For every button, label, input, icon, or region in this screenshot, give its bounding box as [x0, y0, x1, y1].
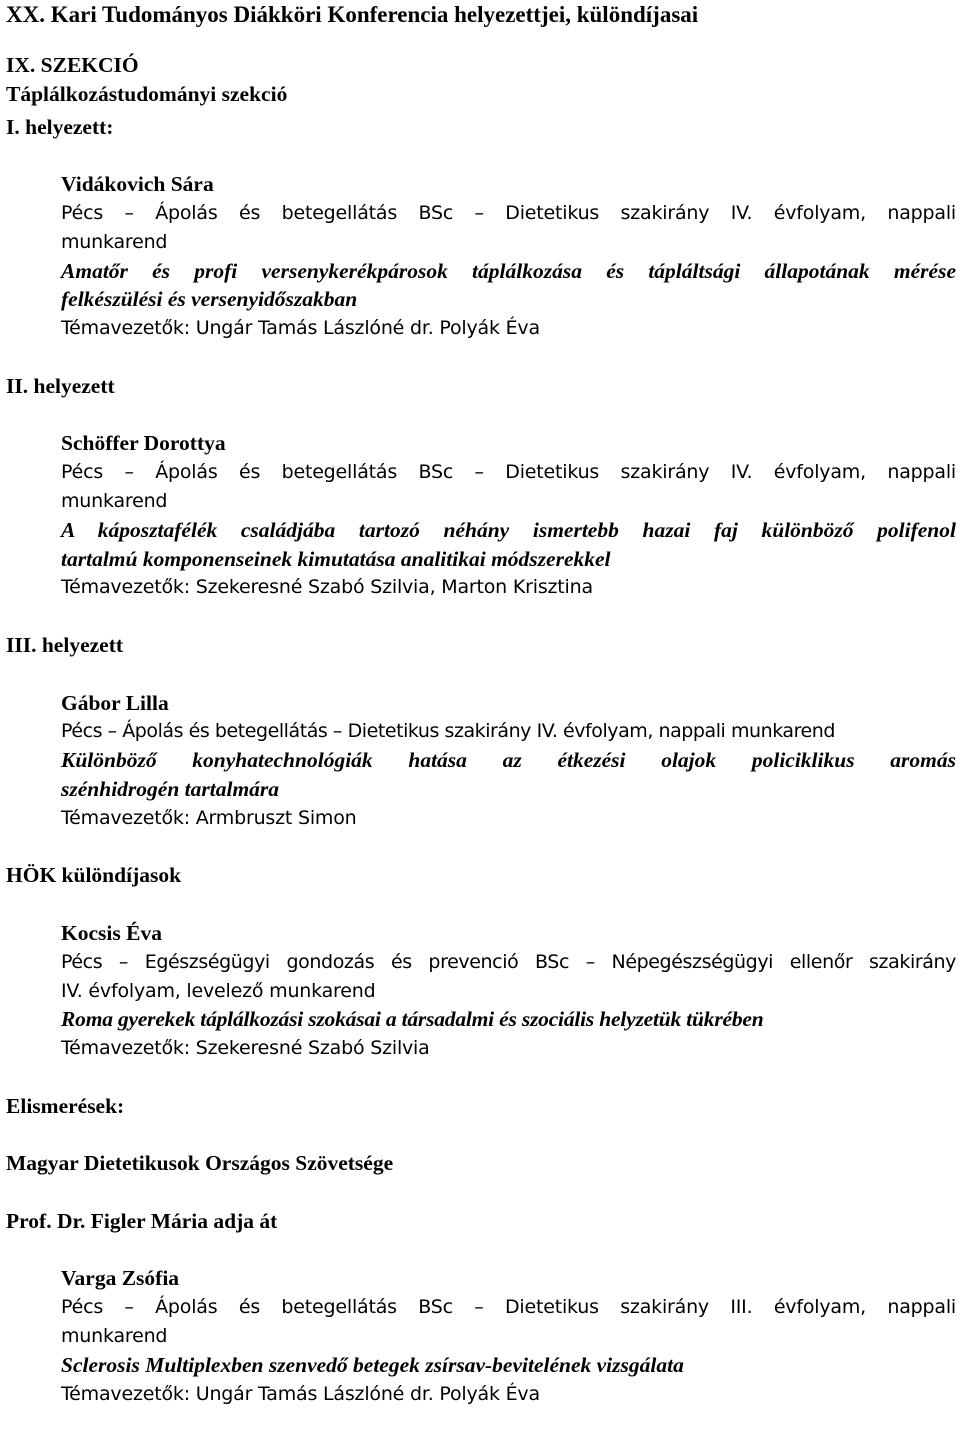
course-line: Pécs – Ápolás és betegellátás BSc – Dietetikus szakirány III. évfolyam, nappali — [61, 1296, 956, 1319]
student-name: Vidákovich Sára — [61, 172, 214, 197]
thesis-title-cont: felkészülési és versenyidőszakban — [61, 287, 358, 312]
supervisors: Témavezetők: Ungár Tamás Lászlóné dr. Polyák Éva — [61, 1382, 540, 1405]
course-line: Pécs – Ápolás és betegellátás BSc – Dietetikus szakirány IV. évfolyam, nappali — [61, 201, 956, 224]
course-line: Pécs – Egészségügyi gondozás és prevenció BSc – Népegészségügyi ellenőr szakirány — [61, 950, 956, 973]
course-line-cont: munkarend — [61, 489, 168, 512]
course-line-cont: munkarend — [61, 230, 168, 253]
place-label-3: III. helyezett — [6, 632, 124, 657]
student-name: Schöffer Dorottya — [61, 431, 226, 456]
thesis-title: Sclerosis Multiplexben szenvedő betegek zsírsav-bevitelének vizsgálata — [61, 1352, 684, 1377]
student-name: Kocsis Éva — [61, 920, 162, 945]
course-line-cont: IV. évfolyam, levelező munkarend — [61, 979, 376, 1002]
supervisors: Témavezetők: Armbruszt Simon — [61, 806, 357, 829]
document-page — [6, 0, 956, 1408]
section-name: Táplálkozástudományi szekció — [6, 81, 288, 106]
entry-recognition — [61, 1264, 956, 1408]
thesis-title: Roma gyerekek táplálkozási szokásai a társadalmi és szociális helyzetük tükrében — [61, 1007, 764, 1032]
recognition-org: Magyar Dietetikusok Országos Szövetsége — [6, 1151, 394, 1176]
hok-label: HÖK különdíjasok — [6, 863, 182, 888]
supervisors: Témavezetők: Ungár Tamás Lászlóné dr. Polyák Éva — [61, 317, 540, 340]
entry-place-3 — [61, 689, 956, 833]
entry-place-2 — [61, 429, 956, 602]
place-label-2: II. helyezett — [6, 373, 115, 398]
supervisors: Témavezetők: Szekeresné Szabó Szilvia — [61, 1037, 430, 1060]
entry-hok — [61, 919, 956, 1063]
place-label-1: I. helyezett: — [6, 114, 114, 139]
section-number: IX. SZEKCIÓ — [6, 53, 139, 77]
page-title: XX. Kari Tudományos Diákköri Konferencia helyezettjei, különdíjasai — [6, 2, 699, 27]
thesis-title-cont: szénhidrogén tartalmára — [61, 776, 280, 801]
thesis-title: A káposztafélék családjába tartozó néhány ismertebb hazai faj különböző polifenol — [61, 517, 956, 542]
recognition-presenter: Prof. Dr. Figler Mária adja át — [6, 1208, 278, 1233]
course-line: Pécs – Ápolás és betegellátás – Dietetikus szakirány IV. évfolyam, nappali munkarend — [61, 720, 835, 743]
course-line-cont: munkarend — [61, 1325, 168, 1348]
course-line: Pécs – Ápolás és betegellátás BSc – Dietetikus szakirány IV. évfolyam, nappali — [61, 461, 956, 484]
thesis-title-cont: tartalmú komponenseinek kimutatása analitikai módszerekkel — [61, 546, 611, 571]
student-name: Gábor Lilla — [61, 690, 169, 715]
thesis-title: Különböző konyhatechnológiák hatása az étkezési olajok policiklikus aromás — [61, 748, 956, 773]
thesis-title: Amatőr és profi versenykerékpárosok táplálkozása és tápláltsági állapotának mérése — [61, 258, 956, 283]
student-name: Varga Zsófia — [61, 1266, 180, 1291]
recognitions-label: Elismerések: — [6, 1093, 125, 1118]
supervisors: Témavezetők: Szekeresné Szabó Szilvia, Marton Krisztina — [61, 576, 593, 599]
entry-place-1 — [61, 170, 956, 343]
